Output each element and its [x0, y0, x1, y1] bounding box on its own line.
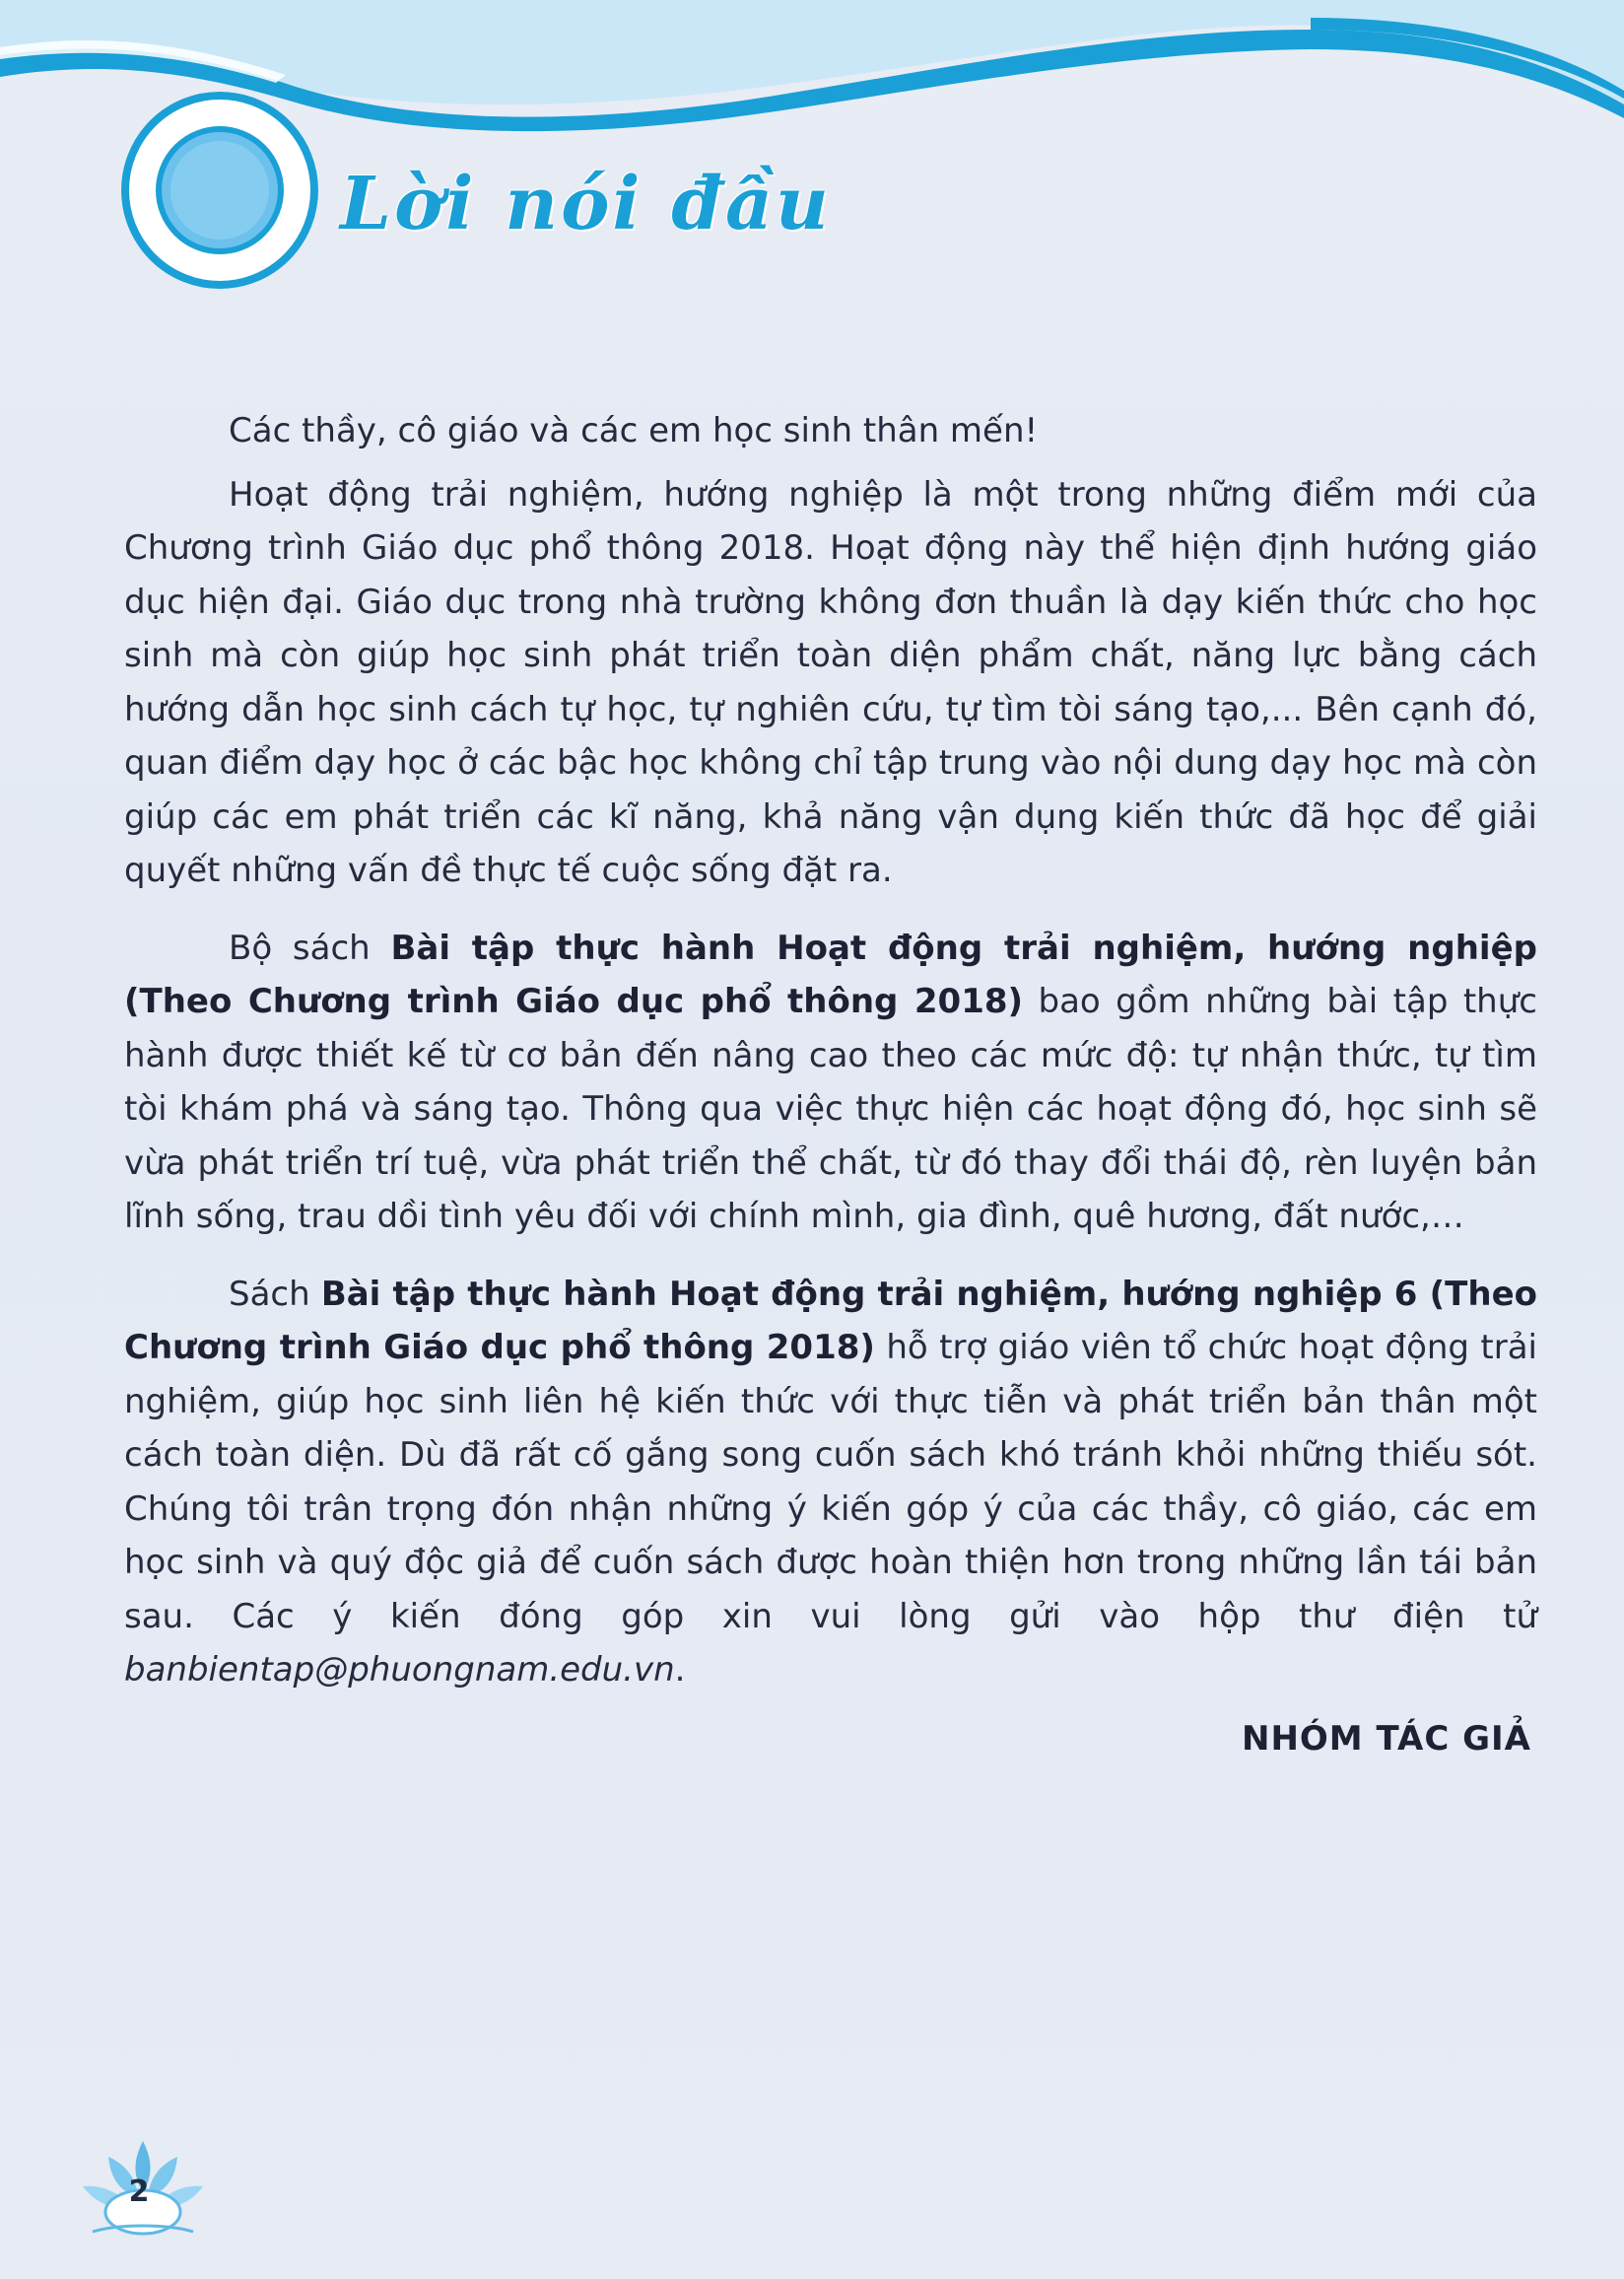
paragraph-1: Hoạt động trải nghiệm, hướng nghiệp là một trong những điểm mới của Chương trình Giáo dục phổ thông 2018. Hoạt động này thể hiện định hướng giáo dục hiện đại. Giáo dục trong nhà trường không đơn thuần là dạy kiến thức cho học sinh mà còn giúp học sinh phát triển toàn diện phẩm chất, năng lực bằng cách hướng dẫn học sinh cách tự học, tự nghiên cứu, tự tìm tòi sáng tạo,... Bên cạnh đó, quan điểm dạy học ở các bậc học không chỉ tập trung vào nội dung dạy học mà còn giúp các em phát triển các kĩ năng, khả năng vận dụng kiến thức đã học để giải quyết những vấn đề thực tế cuộc sống đặt ra. — [124, 474, 1537, 890]
body-text — [124, 404, 1537, 1721]
paragraph-3 — [124, 1268, 1537, 1697]
paragraph-2-book-title: Bài tập thực hành Hoạt động trải nghiệm, hướng nghiệp (Theo Chương trình Giáo dục phổ thông 2018) — [124, 928, 1537, 1021]
greeting: Các thầy, cô giáo và các em học sinh thân mến! — [229, 411, 1039, 450]
circle-emblem-icon — [116, 87, 323, 294]
paragraph-2-lead: Bộ sách — [229, 928, 391, 968]
paragraph-3-lead: Sách — [229, 1274, 321, 1314]
paragraph-2 — [124, 922, 1537, 1244]
signature: NHÓM TÁC GIẢ — [1241, 1719, 1531, 1759]
email-address: banbientap@phuongnam.edu.vn — [124, 1650, 675, 1690]
page-number: 2 — [128, 2175, 150, 2209]
email-trailing: . — [674, 1650, 686, 1690]
paragraph-3-book-title: Bài tập thực hành Hoạt động trải nghiệm, hướng nghiệp 6 (Theo Chương trình Giáo dục phổ thông 2018) — [124, 1274, 1537, 1367]
paragraph-2-rest: bao gồm những bài tập thực hành được thiết kế từ cơ bản đến nâng cao theo các mức độ: tự nhận thức, tự tìm tòi khám phá và sáng tạo. Thông qua việc thực hiện các hoạt động đó, học sinh sẽ vừa phát triển trí tuệ, vừa phát triển thể chất, từ đó thay đổi thái độ, rèn luyện bản lĩnh sống, trau dồi tình yêu đối với chính mình, gia đình, quê hương, đất nước,… — [124, 982, 1537, 1236]
paragraph-3-rest: hỗ trợ giáo viên tổ chức hoạt động trải nghiệm, giúp học sinh liên hệ kiến thức với thực tiễn và phát triển bản thân một cách toàn diện. Dù đã rất cố gắng song cuốn sách khó tránh khỏi những thiếu sót. Chúng tôi trân trọng đón nhận những ý kiến góp ý của các thầy, cô giáo, các em học sinh và quý độc giả để cuốn sách được hoàn thiện hơn trong những lần tái bản sau. Các ý kiến đóng góp xin vui lòng gửi vào hộp thư điện tử — [124, 1328, 1538, 1636]
page-title: Lời nói đầu — [340, 162, 832, 246]
